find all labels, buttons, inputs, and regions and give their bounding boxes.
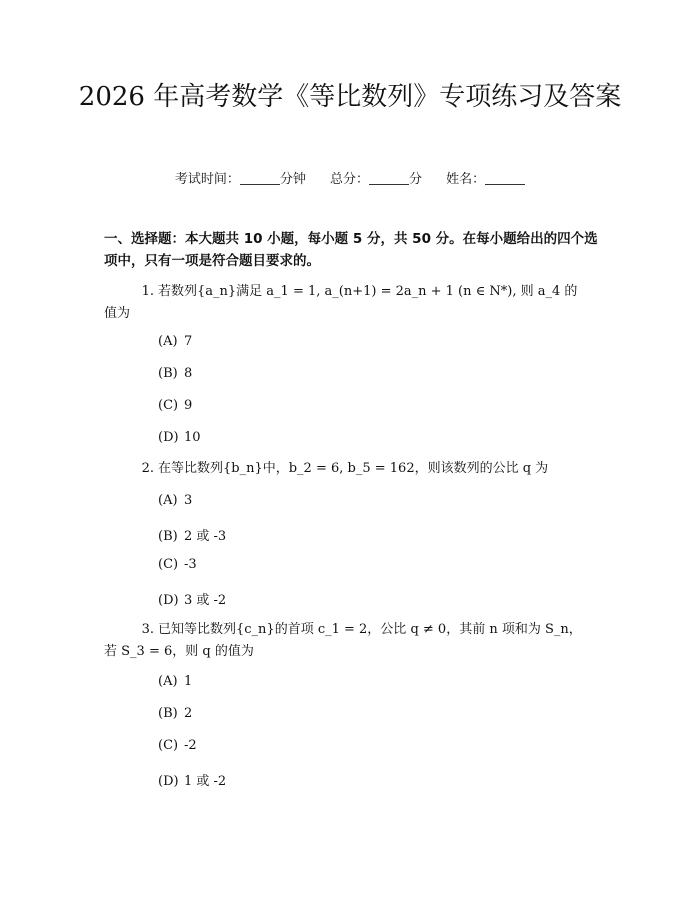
question-text-line2: 若 S_3 = 6，则 q 的值为 [104,644,254,659]
question-text-line1: 已知等比数列{c_n}的首项 c_1 = 2，公比 q ≠ 0，其前 n 项和为 S_n， [158,622,582,637]
option-text: -2 [184,738,197,753]
option-1d [158,430,201,445]
question-number: 2. [141,461,154,476]
option-text: 3 [184,493,193,508]
question-2 [104,458,604,480]
score-blank [369,171,409,185]
option-text: 9 [184,398,193,413]
name-blank [485,171,525,185]
option-label: (B) [158,366,178,381]
score-unit: 分 [409,172,423,187]
option-2a [158,493,192,508]
option-text: -3 [184,557,197,572]
exam-score [330,172,426,187]
page-title: 2026 年高考数学《等比数列》专项练习及答案 [78,82,622,112]
option-text: 7 [184,334,193,349]
option-label: (D) [158,593,179,608]
option-text: 1 [184,674,193,689]
option-text: 1 或 -2 [184,774,227,789]
option-label: (C) [158,738,179,753]
question-number: 1. [141,284,154,299]
question-text-line2: 值为 [104,306,131,321]
option-text: 8 [184,366,193,381]
option-3a [158,674,192,689]
option-text: 2 [184,706,193,721]
name-label: 姓名： [446,172,486,187]
question-number: 3. [141,622,154,637]
option-1b [158,366,192,381]
option-label: (A) [158,334,178,349]
exam-name [446,172,525,187]
exam-meta [0,168,700,187]
option-3d [158,770,226,789]
option-label: (C) [158,557,179,572]
option-2b [158,525,226,544]
score-label: 总分： [329,172,369,187]
question-1 [104,281,604,325]
option-2c [158,557,197,572]
option-text: 10 [184,430,201,445]
option-label: (D) [158,774,179,789]
option-1a [158,334,192,349]
question-3 [104,619,604,663]
option-label: (B) [158,706,178,721]
option-3b [158,706,192,721]
option-label: (A) [158,674,178,689]
option-2d [158,589,226,608]
time-label: 考试时间： [174,172,240,187]
option-1c [158,398,192,413]
option-label: (A) [158,493,178,508]
option-text: 2 或 -3 [184,529,227,544]
time-unit: 分钟 [279,172,306,187]
option-3c [158,738,197,753]
option-label: (D) [158,430,179,445]
question-text-line1: 在等比数列{b_n}中，b_2 = 6, b_5 = 162，则该数列的公比 q 为 [158,461,549,476]
option-text: 3 或 -2 [184,593,227,608]
option-label: (C) [158,398,179,413]
exam-time [175,172,310,187]
section-heading: 一、选择题：本大题共 10 小题，每小题 5 分，共 50 分。在每小题给出的四个选项中，只有一项是符合题目要求的。 [104,231,598,269]
option-label: (B) [158,529,178,544]
time-blank [240,171,280,185]
question-text-line1: 若数列{a_n}满足 a_1 = 1, a_(n+1) = 2a_n + 1 (n ∈ N*), 则 a_4 的 [158,284,578,299]
